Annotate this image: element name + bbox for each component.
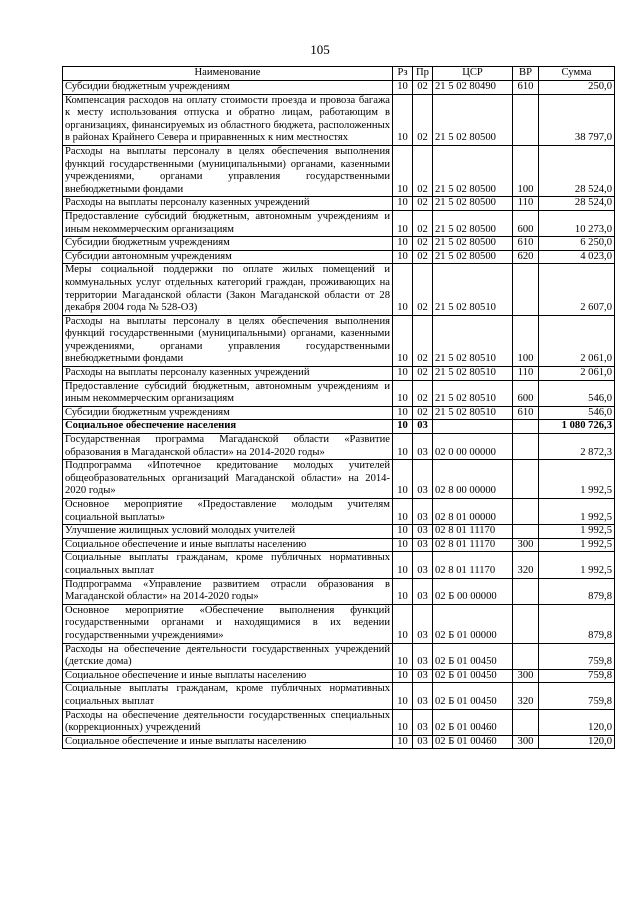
cell-name: Предоставление субсидий бюджетным, автономным учреждениям и иным некоммерческим организациям: [63, 210, 393, 236]
cell-csr: 21 5 02 80500: [433, 94, 513, 145]
cell-rz: 10: [393, 250, 413, 264]
cell-rz: 10: [393, 94, 413, 145]
cell-name: Расходы на обеспечение деятельности государственных учреждений (детские дома): [63, 643, 393, 669]
cell-pr: 02: [413, 264, 433, 315]
cell-vr: [513, 420, 539, 434]
cell-rz: 10: [393, 420, 413, 434]
cell-sum: 250,0: [539, 81, 615, 95]
cell-pr: 03: [413, 604, 433, 643]
cell-csr: 21 5 02 80500: [433, 145, 513, 196]
cell-pr: 02: [413, 197, 433, 211]
cell-sum: 759,8: [539, 669, 615, 683]
table-row: [63, 197, 615, 211]
cell-pr: 03: [413, 525, 433, 539]
cell-vr: [513, 460, 539, 499]
cell-csr: [433, 420, 513, 434]
cell-sum: 2 872,3: [539, 434, 615, 460]
cell-vr: 300: [513, 735, 539, 749]
cell-pr: 03: [413, 460, 433, 499]
table-row: [63, 538, 615, 552]
cell-vr: [513, 434, 539, 460]
cell-name: Субсидии автономным учреждениям: [63, 250, 393, 264]
cell-pr: 02: [413, 315, 433, 366]
cell-pr: 03: [413, 709, 433, 735]
cell-sum: 879,8: [539, 578, 615, 604]
cell-vr: [513, 578, 539, 604]
table-row: [63, 94, 615, 145]
cell-name: Социальное обеспечение и иные выплаты населению: [63, 735, 393, 749]
cell-vr: 320: [513, 683, 539, 709]
table-row: [63, 406, 615, 420]
cell-sum: 2 061,0: [539, 367, 615, 381]
cell-name: Государственная программа Магаданской области «Развитие образования в Магаданской области» на 2014-2020 годы»: [63, 434, 393, 460]
table-body: [63, 81, 615, 749]
cell-rz: 10: [393, 538, 413, 552]
table-row: [63, 709, 615, 735]
cell-vr: 300: [513, 538, 539, 552]
cell-vr: 320: [513, 552, 539, 578]
table-row: [63, 525, 615, 539]
cell-pr: 02: [413, 81, 433, 95]
table-row: [63, 683, 615, 709]
cell-rz: 10: [393, 683, 413, 709]
cell-sum: 38 797,0: [539, 94, 615, 145]
cell-vr: [513, 499, 539, 525]
cell-sum: 120,0: [539, 735, 615, 749]
cell-rz: 10: [393, 669, 413, 683]
cell-rz: 10: [393, 643, 413, 669]
table-row: [63, 367, 615, 381]
cell-pr: 02: [413, 367, 433, 381]
cell-csr: 02 0 00 00000: [433, 434, 513, 460]
cell-rz: 10: [393, 578, 413, 604]
cell-csr: 21 5 02 80500: [433, 197, 513, 211]
cell-csr: 21 5 02 80500: [433, 237, 513, 251]
cell-vr: 110: [513, 367, 539, 381]
cell-vr: [513, 94, 539, 145]
budget-table: [62, 66, 615, 749]
cell-rz: 10: [393, 197, 413, 211]
cell-pr: 02: [413, 380, 433, 406]
cell-rz: 10: [393, 735, 413, 749]
table-row: [63, 669, 615, 683]
cell-csr: 21 5 02 80510: [433, 264, 513, 315]
cell-name: Социальные выплаты гражданам, кроме публичных нормативных социальных выплат: [63, 683, 393, 709]
cell-csr: 02 8 00 00000: [433, 460, 513, 499]
table-row: [63, 643, 615, 669]
cell-rz: 10: [393, 499, 413, 525]
cell-pr: 02: [413, 406, 433, 420]
cell-vr: [513, 604, 539, 643]
cell-rz: 10: [393, 210, 413, 236]
cell-sum: 546,0: [539, 380, 615, 406]
cell-csr: 02 8 01 00000: [433, 499, 513, 525]
cell-sum: 120,0: [539, 709, 615, 735]
cell-rz: 10: [393, 434, 413, 460]
cell-name: Расходы на выплаты персоналу казенных учреждений: [63, 367, 393, 381]
cell-sum: 2 061,0: [539, 315, 615, 366]
header-sum: Сумма: [539, 67, 615, 81]
table-row: [63, 264, 615, 315]
cell-sum: 1 080 726,3: [539, 420, 615, 434]
cell-csr: 21 5 02 80510: [433, 315, 513, 366]
table-row: [63, 735, 615, 749]
cell-vr: [513, 709, 539, 735]
table-header-row: [63, 67, 615, 81]
cell-pr: 02: [413, 210, 433, 236]
cell-csr: 02 Б 01 00450: [433, 683, 513, 709]
cell-sum: 28 524,0: [539, 197, 615, 211]
header-name: Наименование: [63, 67, 393, 81]
cell-name: Расходы на выплаты персоналу в целях обеспечения выполнения функций государственными (муниципальными) органами, казенными учреждениями, органами управления государственными внебюджетными фондами: [63, 315, 393, 366]
cell-csr: 02 8 01 11170: [433, 552, 513, 578]
cell-rz: 10: [393, 709, 413, 735]
cell-pr: 02: [413, 145, 433, 196]
cell-vr: 610: [513, 81, 539, 95]
cell-rz: 10: [393, 380, 413, 406]
cell-name: Расходы на выплаты персоналу в целях обеспечения выполнения функций государственными (муниципальными) органами, казенными учреждениями, органами управления государственными внебюджетными фондами: [63, 145, 393, 196]
cell-pr: 02: [413, 250, 433, 264]
cell-pr: 03: [413, 420, 433, 434]
cell-sum: 759,8: [539, 683, 615, 709]
cell-name: Расходы на обеспечение деятельности государственных специальных (коррекционных) учреждений: [63, 709, 393, 735]
cell-rz: 10: [393, 237, 413, 251]
cell-name: Социальное обеспечение и иные выплаты населению: [63, 669, 393, 683]
cell-vr: [513, 525, 539, 539]
cell-vr: 100: [513, 145, 539, 196]
header-rz: Рз: [393, 67, 413, 81]
cell-rz: 10: [393, 552, 413, 578]
header-pr: Пр: [413, 67, 433, 81]
header-vr: ВР: [513, 67, 539, 81]
table-row: [63, 145, 615, 196]
cell-sum: 546,0: [539, 406, 615, 420]
table-row: [63, 434, 615, 460]
cell-name: Субсидии бюджетным учреждениям: [63, 237, 393, 251]
cell-sum: 759,8: [539, 643, 615, 669]
cell-pr: 03: [413, 683, 433, 709]
cell-name: Подпрограмма «Ипотечное кредитование молодых учителей общеобразовательных организаций Магаданской области» на 2014-2020 годы»: [63, 460, 393, 499]
cell-rz: 10: [393, 604, 413, 643]
cell-csr: 02 Б 01 00450: [433, 643, 513, 669]
cell-vr: 600: [513, 210, 539, 236]
cell-vr: 100: [513, 315, 539, 366]
cell-csr: 21 5 02 80500: [433, 250, 513, 264]
cell-csr: 02 Б 01 00450: [433, 669, 513, 683]
cell-sum: 1 992,5: [539, 552, 615, 578]
cell-pr: 03: [413, 669, 433, 683]
cell-csr: 02 8 01 11170: [433, 525, 513, 539]
table-row: [63, 315, 615, 366]
cell-sum: 1 992,5: [539, 460, 615, 499]
page-number: 105: [310, 42, 330, 57]
cell-pr: 03: [413, 578, 433, 604]
cell-pr: 02: [413, 237, 433, 251]
cell-rz: 10: [393, 460, 413, 499]
cell-sum: 4 023,0: [539, 250, 615, 264]
cell-name: Основное мероприятие «Обеспечение выполнения функций государственными органами и находящимися в их ведении государственными учреждениями»: [63, 604, 393, 643]
cell-name: Улучшение жилищных условий молодых учителей: [63, 525, 393, 539]
cell-rz: 10: [393, 367, 413, 381]
cell-csr: 02 Б 01 00460: [433, 735, 513, 749]
cell-name: Расходы на выплаты персоналу казенных учреждений: [63, 197, 393, 211]
table-row: [63, 460, 615, 499]
cell-csr: 02 8 01 11170: [433, 538, 513, 552]
cell-rz: 10: [393, 264, 413, 315]
cell-sum: 1 992,5: [539, 525, 615, 539]
cell-name: Социальное обеспечение и иные выплаты населению: [63, 538, 393, 552]
cell-vr: 620: [513, 250, 539, 264]
cell-pr: 02: [413, 94, 433, 145]
cell-pr: 03: [413, 735, 433, 749]
cell-pr: 03: [413, 434, 433, 460]
cell-pr: 03: [413, 552, 433, 578]
cell-csr: 21 5 02 80510: [433, 367, 513, 381]
cell-name: Социальное обеспечение населения: [63, 420, 393, 434]
cell-vr: 610: [513, 237, 539, 251]
cell-sum: 10 273,0: [539, 210, 615, 236]
cell-csr: 21 5 02 80500: [433, 210, 513, 236]
cell-vr: [513, 643, 539, 669]
cell-rz: 10: [393, 81, 413, 95]
cell-name: Основное мероприятие «Предоставление молодым учителям социальной выплаты»: [63, 499, 393, 525]
table-row: [63, 250, 615, 264]
cell-sum: 1 992,5: [539, 499, 615, 525]
cell-vr: 300: [513, 669, 539, 683]
cell-sum: 1 992,5: [539, 538, 615, 552]
cell-name: Субсидии бюджетным учреждениям: [63, 406, 393, 420]
cell-vr: 110: [513, 197, 539, 211]
cell-csr: 02 Б 00 00000: [433, 578, 513, 604]
table-row: [63, 552, 615, 578]
table-row: [63, 81, 615, 95]
cell-csr: 21 5 02 80490: [433, 81, 513, 95]
cell-sum: 6 250,0: [539, 237, 615, 251]
cell-sum: 28 524,0: [539, 145, 615, 196]
cell-rz: 10: [393, 406, 413, 420]
cell-sum: 2 607,0: [539, 264, 615, 315]
table-row: [63, 420, 615, 434]
cell-pr: 03: [413, 538, 433, 552]
header-csr: ЦСР: [433, 67, 513, 81]
cell-name: Подпрограмма «Управление развитием отрасли образования в Магаданской области» на 2014-2020 годы»: [63, 578, 393, 604]
cell-vr: 600: [513, 380, 539, 406]
cell-name: Социальные выплаты гражданам, кроме публичных нормативных социальных выплат: [63, 552, 393, 578]
cell-csr: 21 5 02 80510: [433, 380, 513, 406]
table-row: [63, 604, 615, 643]
cell-name: Предоставление субсидий бюджетным, автономным учреждениям и иным некоммерческим организациям: [63, 380, 393, 406]
cell-pr: 03: [413, 643, 433, 669]
cell-csr: 21 5 02 80510: [433, 406, 513, 420]
cell-vr: [513, 264, 539, 315]
table-row: [63, 237, 615, 251]
table-row: [63, 380, 615, 406]
cell-sum: 879,8: [539, 604, 615, 643]
cell-csr: 02 Б 01 00000: [433, 604, 513, 643]
cell-rz: 10: [393, 525, 413, 539]
cell-name: Субсидии бюджетным учреждениям: [63, 81, 393, 95]
cell-name: Компенсация расходов на оплату стоимости проезда и провоза багажа к месту использования отпуска и обратно лицам, работающим в организациях, финансируемых из областного бюджета, расположенных в районах Крайнего Севера и приравненных к ним местностях: [63, 94, 393, 145]
cell-csr: 02 Б 01 00460: [433, 709, 513, 735]
cell-rz: 10: [393, 145, 413, 196]
cell-pr: 03: [413, 499, 433, 525]
table-row: [63, 578, 615, 604]
cell-vr: 610: [513, 406, 539, 420]
table-row: [63, 210, 615, 236]
cell-rz: 10: [393, 315, 413, 366]
cell-name: Меры социальной поддержки по оплате жилых помещений и коммунальных услуг отдельных категорий граждан, проживающих на территории Магаданской области (Закон Магаданской области от 28 декабря 2004 года № 528-ОЗ): [63, 264, 393, 315]
table-row: [63, 499, 615, 525]
